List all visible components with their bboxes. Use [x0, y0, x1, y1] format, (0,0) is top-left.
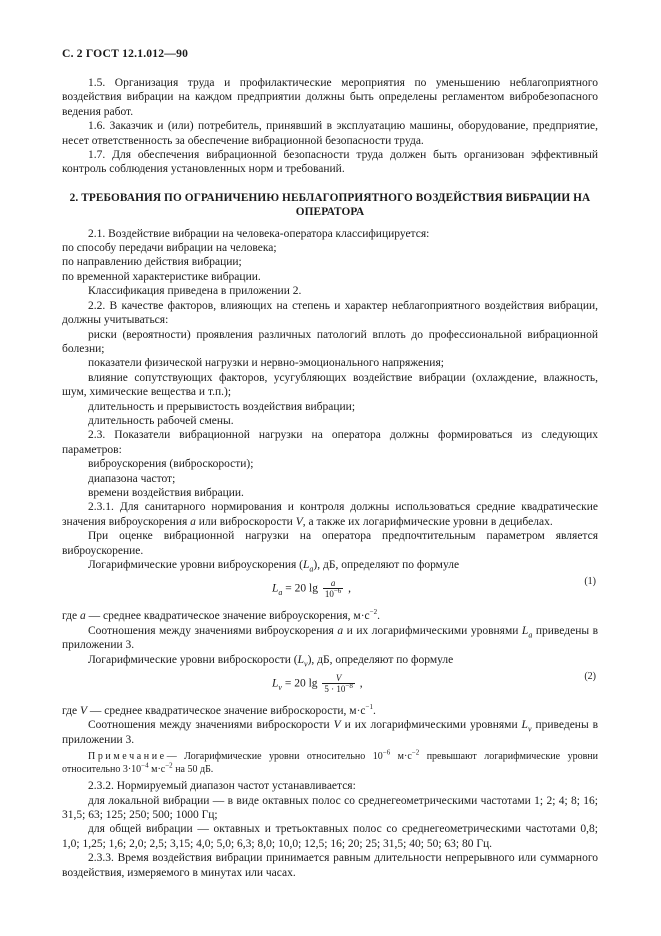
- section-2-heading: 2. ТРЕБОВАНИЯ ПО ОГРАНИЧЕНИЮ НЕБЛАГОПРИЯТНОГО ВОЗДЕЙСТВИЯ ВИБРАЦИИ НА ОПЕРАТОРА: [69, 191, 591, 219]
- list-item: по способу передачи вибрации на человека;: [62, 242, 277, 255]
- clause-1-5: 1.5. Организация труда и профилактические мероприятия по уменьшению неблагоприятного воздействия вибрации на каждом предприятии должны быть определены регламентом вибробезопасного ведения работ.: [62, 77, 598, 118]
- list-item: по временной характеристике вибрации.: [62, 270, 261, 283]
- formula-1-fraction: $\frac{a}{10^{-6}}$: [324, 578, 342, 600]
- list-item: диапазона частот;: [88, 472, 176, 485]
- list-item: виброускорения (виброскорости);: [88, 458, 254, 471]
- formula-2-fraction: $\frac{V}{5 \cdot 10^{-8}}$: [324, 673, 353, 695]
- list-item: по направлению действия вибрации;: [62, 256, 242, 269]
- formula-2: $L_v = 20$ lg $\frac{V}{5 \cdot 10^{-8}}$ , (2): [272, 671, 596, 695]
- where-1: где a — среднее квадратическое значение виброускорения, $м\cdot с^{-2}$.: [62, 608, 380, 623]
- preference-note: При оценке вибрационной нагрузки на оператора предпочтительным параметром является виброускорение.: [62, 530, 598, 557]
- list-item: длительность рабочей смены.: [88, 414, 234, 427]
- lv-intro: Логарифмические уровни виброскорости $(L_v)$, дБ, определяют по формуле: [88, 653, 454, 668]
- list-item: для локальной вибрации — в виде октавных полос со среднегеометрическими частотами 1; 2; 4; 8; 16; 31,5; 63; 125; 250; 500; 1000 Гц;: [62, 794, 598, 822]
- note: Примечание— Логарифмические уровни относительно $10^{-6}$ $м\cdot с^{-2}$ превышают логарифмические уровни относительно $3\cdot 10^{-4}$ $м\cdot с^{-2}$ на 50 дБ.: [62, 748, 598, 776]
- clause-2-3: 2.3. Показатели вибрационной нагрузки на оператора должны формироваться из следующих параметров:: [62, 429, 598, 456]
- list-item: показатели физической нагрузки и нервно-эмоционального напряжения;: [88, 357, 444, 370]
- relation-1: Соотношения между значениями виброускорения a и их логарифмическими уровнями $L_a$ приведены в приложении 3.: [62, 624, 599, 652]
- clause-2-3-1: 2.3.1. Для санитарного нормирования и контроля должны использоваться средние квадратические значения виброускорения a или виброскорости V, а также их логарифмические уровни в децибелах.: [62, 501, 598, 528]
- clause-2-3-2: 2.3.2. Нормируемый диапазон частот устанавливается:: [88, 780, 356, 793]
- clause-2-3-3: 2.3.3. Время воздействия вибрации принимается равным длительности непрерывного или суммарного воздействия, измеряемого в минутах или часах.: [62, 852, 598, 879]
- clause-1-7: 1.7. Для обеспечения вибрационной безопасности труда должен быть организован эффективный контроль соблюдения установленных норм и требований.: [62, 149, 598, 176]
- clause-2-1: 2.1. Воздействие вибрации на человека-оператора классифицируется:: [88, 227, 430, 240]
- clause-2-1-reference: Классификация приведена в приложении 2.: [88, 285, 302, 298]
- list-item: риски (вероятности) проявления различных патологий вплоть до профессиональной вибрационной болезни;: [62, 328, 598, 355]
- list-item: времени воздействия вибрации.: [88, 486, 244, 499]
- la-intro: Логарифмические уровни виброускорения $(L_a)$, дБ, определяют по формуле: [88, 559, 460, 574]
- where-2: где V — среднее квадратическое значение виброскорости, $м\cdot с^{-1}$.: [62, 703, 376, 718]
- formula-1: $L_a = 20$ lg $\frac{a}{10^{-6}}$ , (1): [272, 576, 596, 600]
- formula-number: (2): [584, 671, 596, 683]
- clause-2-2: 2.2. В качестве факторов, влияющих на степень и характер неблагоприятного воздействия вибрации, должны учитываться:: [62, 299, 598, 327]
- page-body: [62, 76, 598, 880]
- formula-number: (1): [584, 576, 596, 588]
- list-item: влияние сопутствующих факторов, усугубляющих воздействие вибрации (охлаждение, влажность, шум, химические вещества и т.п.);: [62, 371, 598, 399]
- page-header: С. 2 ГОСТ 12.1.012—90: [62, 47, 189, 60]
- relation-2: Соотношения между значениями виброскорости V и их логарифмическими уровнями $L_v$ приведены в приложении 3.: [62, 719, 599, 746]
- list-item: для общей вибрации — октавных и третьоктавных полос со среднегеометрическими частотами 0,8; 1,0; 1,25; 1,6; 2,0; 2,5; 3,15; 4,0; 5,0; 6,3; 8,0; 10,0; 12,5; 16; 20; 25; 31,5; 40; 50; 63; 80 Гц.: [62, 823, 598, 850]
- list-item: длительность и прерывистость воздействия вибрации;: [88, 400, 356, 413]
- clause-1-6: 1.6. Заказчик и (или) потребитель, принявший в эксплуатацию машины, оборудование, предприятие, несет ответственность за обеспечение вибрационной безопасности труда.: [62, 120, 598, 147]
